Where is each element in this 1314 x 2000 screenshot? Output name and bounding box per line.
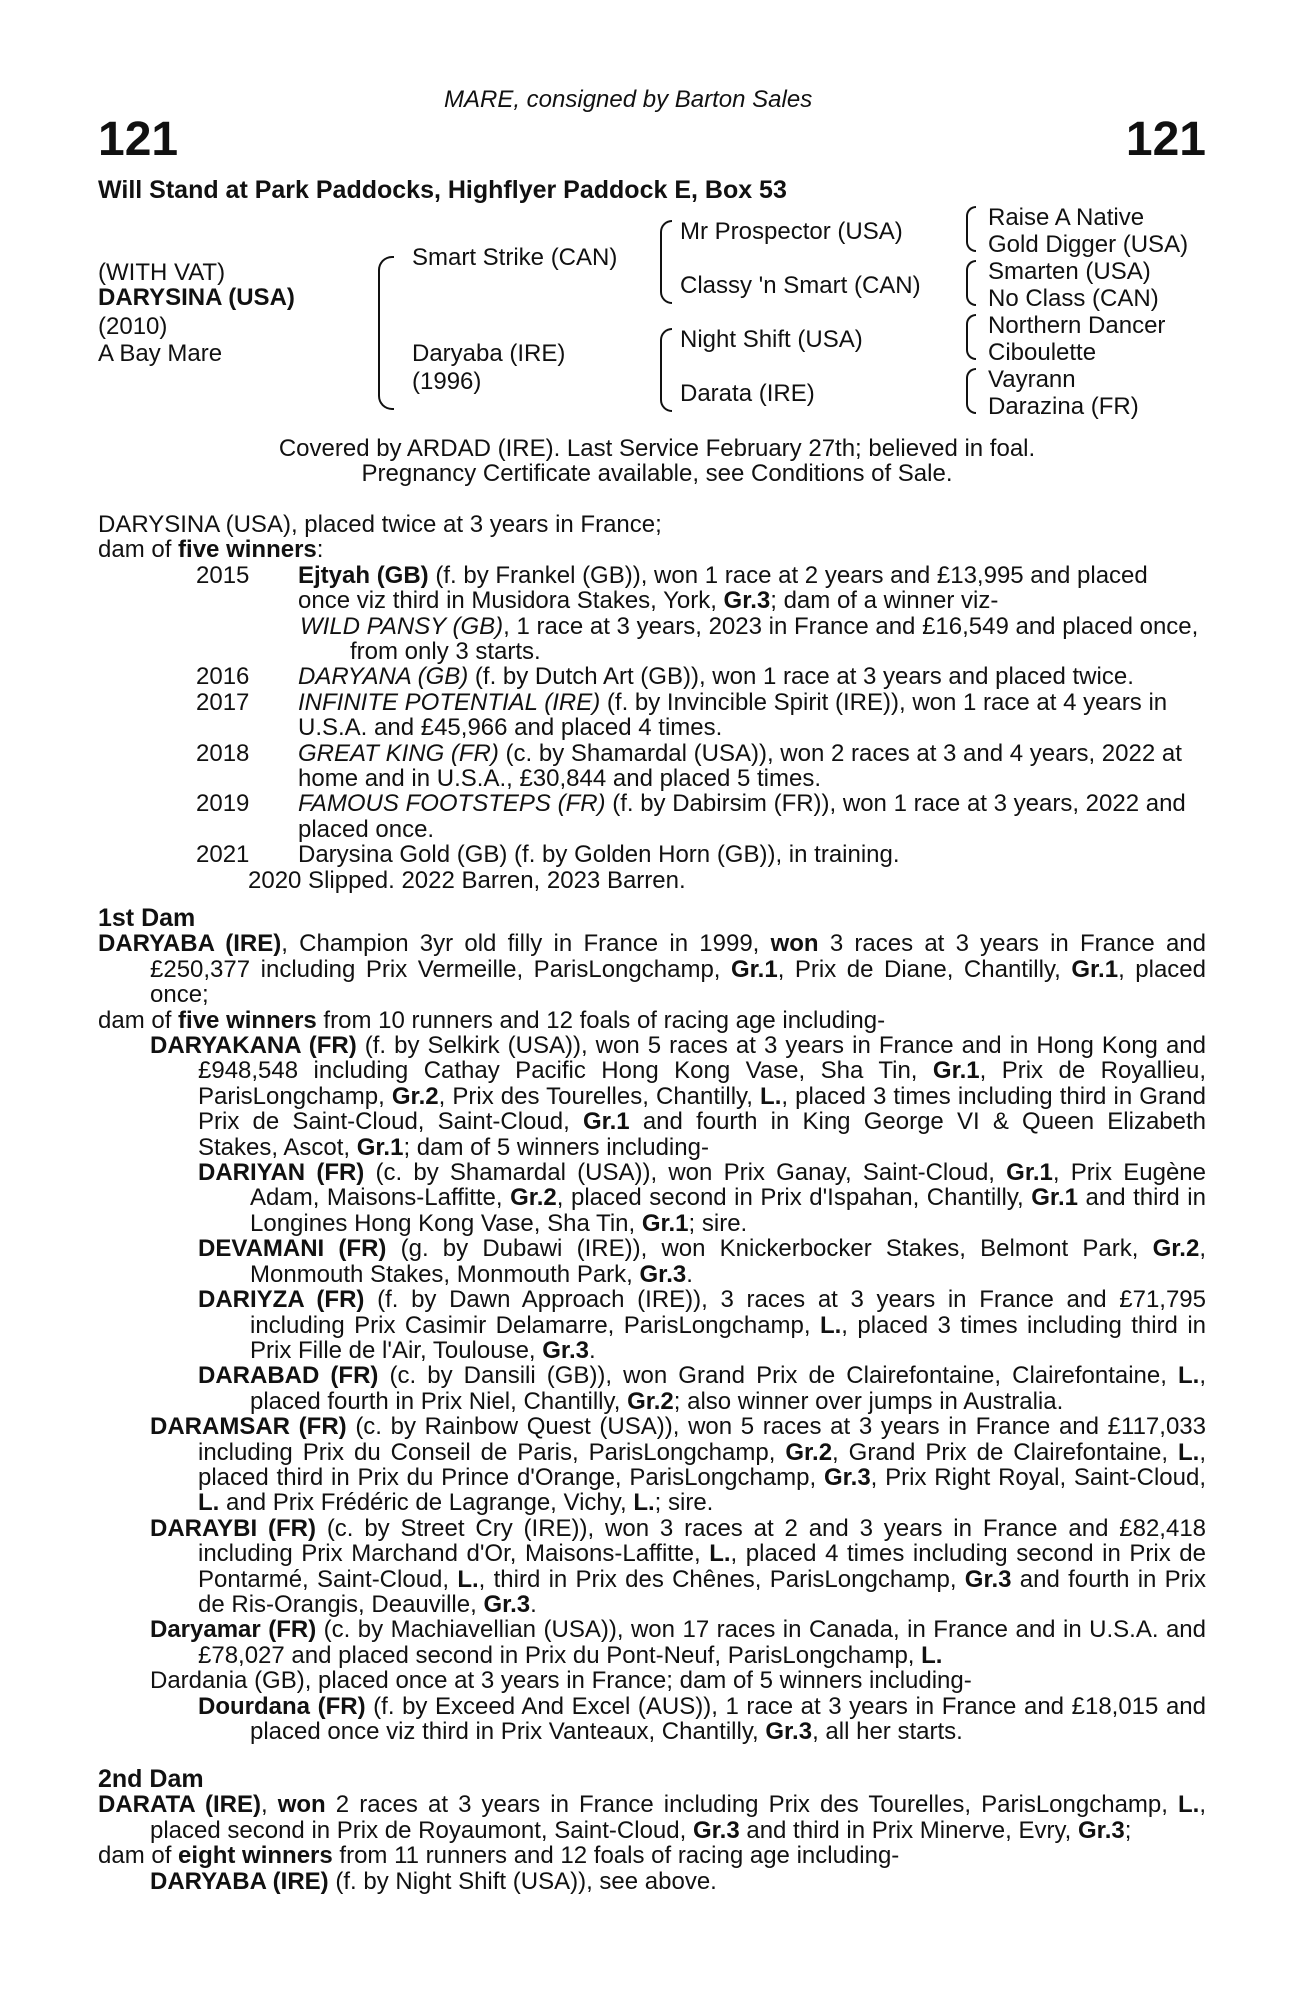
second-dam-dam-of: dam of eight winners from 11 runners and 12 foals of racing age including- [98, 1842, 900, 1870]
sire-sire: Mr Prospector (USA) [680, 218, 903, 245]
dam-dam-sire: Vayrann [988, 366, 1076, 393]
progeny-entry: Dardania (GB), placed once at 3 years in France; dam of 5 winners including- [150, 1667, 972, 1695]
progeny-entry: DARAMSAR (FR) (c. by Rainbow Quest (USA)), won 5 races at 3 years in France and £117,033 including Prix du Conseil de Paris, ParisLongchamp, Gr.2, Grand Prix de Clairefontaine, L., placed third in Prix du Prince d'Orange, ParisLongchamp, Gr.3, Prix Right Royal, Saint-Cloud, L. and Prix Frédéric de Lagrange, Vichy, L.; sire. [150, 1413, 1207, 1517]
pedigree-brace-g2 [966, 260, 976, 306]
covering-line-2: Pregnancy Certificate available, see Conditions of Sale. [361, 460, 953, 487]
produce-row: 2019 FAMOUS FOOTSTEPS (FR) (f. by Dabirsim (FR)), won 1 race at 3 years, 2022 and placed once. [196, 790, 1186, 843]
dam-sire: Night Shift (USA) [680, 326, 863, 353]
progeny-entry: Daryamar (FR) (c. by Machiavellian (USA)), won 17 races in Canada, in France and in U.S.A. and £78,027 and placed second in Prix du Pont-Neuf, ParisLongchamp, L. [150, 1616, 1207, 1669]
pedigree-brace-sire [660, 220, 672, 304]
vat-note: (WITH VAT) [98, 259, 226, 286]
lot-number-right: 121 [1125, 113, 1206, 166]
produce-sub-row: WILD PANSY (GB), 1 race at 3 years, 2023 in France and £16,549 and placed once, from only 3 starts. [300, 612, 1199, 666]
second-dam-summary: DARATA (IRE), won 2 races at 3 years in France including Prix des Tourelles, ParisLongchamp, L., placed second in Prix de Royaumont, Saint-Cloud, Gr.3 and third in Prix Minerve, Evry, Gr.3; [98, 1791, 1206, 1844]
pedigree-brace-g1 [966, 206, 976, 252]
produce-dam-of: dam of five winners: [98, 536, 324, 564]
sire-sire-dam: Gold Digger (USA) [988, 231, 1189, 258]
pedigree-brace-dam [660, 328, 672, 412]
pedigree-brace-main [378, 256, 394, 410]
pedigree-brace-g4 [966, 368, 976, 414]
second-dam-section [98, 1767, 1206, 1894]
produce-barren-note: 2020 Slipped. 2022 Barren, 2023 Barren. [248, 866, 686, 894]
dam-sire-dam: Ciboulette [988, 339, 1097, 366]
first-dam-summary: DARYABA (IRE), Champion 3yr old filly in France in 1999, won 3 races at 3 years in France and £250,377 including Prix Vermeille, ParisLongchamp, Gr.1, Prix de Diane, Chantilly, Gr.1, placed once; [98, 930, 1207, 1009]
sire: Smart Strike (CAN) [412, 244, 618, 271]
sire-dam-dam: No Class (CAN) [988, 285, 1159, 312]
stand-location: Will Stand at Park Paddocks, Highflyer Paddock E, Box 53 [98, 176, 787, 204]
dam: Daryaba (IRE) [412, 340, 566, 367]
horse-name: DARYSINA (USA) [98, 284, 295, 311]
dam-dam-dam: Darazina (FR) [988, 393, 1139, 420]
dam-year: (1996) [412, 368, 482, 395]
produce-row: 2018 GREAT KING (FR) (c. by Shamardal (USA)), won 2 races at 3 and 4 years, 2022 at home and in U.S.A., £30,844 and placed 5 times. [196, 739, 1182, 793]
sire-dam-sire: Smarten (USA) [988, 258, 1151, 285]
produce-row: 2016 DARYANA (GB) (f. by Dutch Art (GB)), won 1 race at 3 years and placed twice. [196, 663, 1134, 691]
horse-description: A Bay Mare [98, 340, 223, 367]
progeny-sub-entry: Dourdana (FR) (f. by Exceed And Excel (AUS)), 1 race at 3 years in France and £18,015 and placed once viz third in Prix Vanteaux, Chantilly, Gr.3, all her starts. [198, 1692, 1206, 1745]
produce-row: 2017 INFINITE POTENTIAL (IRE) (f. by Invincible Spirit (IRE)), won 1 race at 4 years in U.S.A. and £45,966 and placed 4 times. [196, 688, 1168, 742]
produce-record [98, 512, 1206, 893]
dam-sire-sire: Northern Dancer [988, 312, 1166, 339]
produce-row: 2015 Ejtyah (GB) (f. by Frankel (GB)), won 1 race at 2 years and £13,995 and placed once viz third in Musidora Stakes, York, Gr.3; dam of a winner viz- [196, 561, 1148, 615]
covering-note [0, 436, 1314, 486]
produce-intro: DARYSINA (USA), placed twice at 3 years in France; [98, 511, 662, 538]
progeny-entry: DARYAKANA (FR) (f. by Selkirk (USA)), won 5 races at 3 years in France and in Hong Kong and £948,548 including Cathay Pacific Hong Kong Vase, Sha Tin, Gr.1, Prix de Royallieu, ParisLongchamp, Gr.2, Prix des Tourelles, Chantilly, L., placed 3 times including third in Grand Prix de Saint-Cloud, Saint-Cloud, Gr.1 and fourth in King George VI & Queen Elizabeth Stakes, Ascot, Gr.1; dam of 5 winners including- [150, 1032, 1207, 1161]
first-dam-section [98, 906, 1206, 1744]
first-dam-heading: 1st Dam [98, 904, 196, 932]
first-dam-dam-of: dam of five winners from 10 runners and 12 foals of racing age including- [98, 1006, 886, 1034]
produce-row: 2021 Darysina Gold (GB) (f. by Golden Horn (GB)), in training. [196, 841, 900, 869]
progeny-entry: DARYABA (IRE) (f. by Night Shift (USA)), see above. [150, 1867, 717, 1895]
pedigree-brace-g3 [966, 314, 976, 360]
progeny-sub-entry: DARIYAN (FR) (c. by Shamardal (USA)), won Prix Ganay, Saint-Cloud, Gr.1, Prix Eugène Adam, Maisons-Laffitte, Gr.2, placed second in Prix d'Ispahan, Chantilly, Gr.1 and third in Longines Hong Kong Vase, Sha Tin, Gr.1; sire. [198, 1159, 1206, 1237]
covering-line-1: Covered by ARDAD (IRE). Last Service February 27th; believed in foal. [278, 435, 1036, 462]
consignor-line: MARE, consigned by Barton Sales [444, 86, 813, 113]
second-dam-heading: 2nd Dam [98, 1765, 204, 1793]
progeny-sub-entry: DEVAMANI (FR) (g. by Dubawi (IRE)), won Knickerbocker Stakes, Belmont Park, Gr.2, Monmouth Stakes, Monmouth Park, Gr.3. [198, 1235, 1206, 1288]
progeny-entry: DARAYBI (FR) (c. by Street Cry (IRE)), won 3 races at 2 and 3 years in France and £82,418 including Prix Marchand d'Or, Maisons-Laffitte, L., placed 4 times including second in Prix de Pontarmé, Saint-Cloud, L., third in Prix des Chênes, ParisLongchamp, Gr.3 and fourth in Prix de Ris-Orangis, Deauville, Gr.3. [150, 1514, 1207, 1618]
lot-number-left: 121 [98, 113, 179, 166]
sire-sire-sire: Raise A Native [988, 204, 1145, 231]
horse-year: (2010) [98, 313, 168, 340]
dam-dam: Darata (IRE) [680, 380, 815, 407]
sire-dam: Classy 'n Smart (CAN) [680, 272, 921, 299]
progeny-sub-entry: DARABAD (FR) (c. by Dansili (GB)), won Grand Prix de Clairefontaine, Clairefontaine, L., placed fourth in Prix Niel, Chantilly, Gr.2; also winner over jumps in Australia. [198, 1362, 1206, 1415]
progeny-sub-entry: DARIYZA (FR) (f. by Dawn Approach (IRE)), 3 races at 3 years in France and £71,795 including Prix Casimir Delamarre, ParisLongchamp, L., placed 3 times including third in Prix Fille de l'Air, Toulouse, Gr.3. [198, 1286, 1207, 1364]
